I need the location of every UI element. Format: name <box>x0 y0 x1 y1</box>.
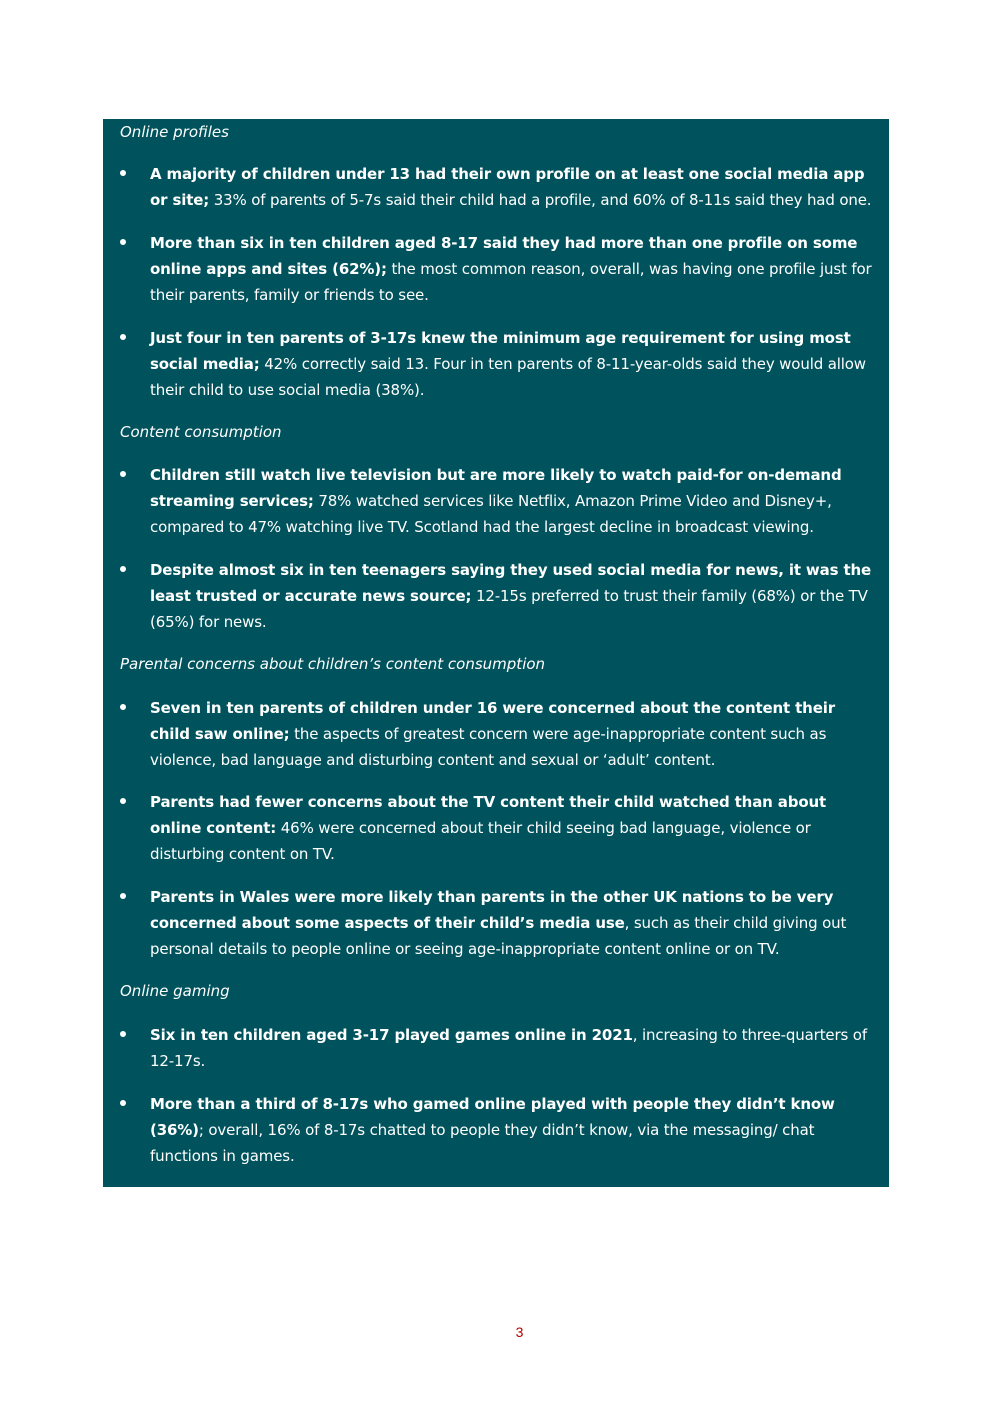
bullet-bold: Seven in ten parents of children under 16 were concerned about the content their child saw online; <box>150 699 835 743</box>
page-number: 3 <box>515 1324 524 1340</box>
bullet-text <box>150 1022 875 1074</box>
bullet-text <box>150 325 875 403</box>
bullet-item <box>120 789 875 867</box>
bullet-text <box>150 884 875 962</box>
bullet-text <box>150 557 875 635</box>
bullet-bold: Despite almost six in ten teenagers saying they used social media for news, it was the least trusted or accurate news source; <box>150 561 872 605</box>
bullet-bold: A majority of children under 13 had their own profile on at least one social media app or site; <box>150 165 865 209</box>
bullet-bold: Children still watch live television but are more likely to watch paid-for on-demand streaming services; <box>150 466 842 510</box>
bullet-body: ; overall, 16% of 8-17s chatted to people they didn’t know, via the messaging/ chat functions in games. <box>150 1121 815 1165</box>
bullet-text <box>150 1091 875 1169</box>
bullet-text <box>150 161 875 213</box>
bullet-dot-icon <box>120 1031 126 1037</box>
section-heading-online-gaming: Online gaming <box>120 982 230 1000</box>
bullet-item <box>120 230 875 308</box>
bullet-bold: More than six in ten children aged 8-17 said they had more than one profile on some online apps and sites (62%); <box>150 234 858 278</box>
bullet-text <box>150 462 875 540</box>
section-heading-online-profiles: Online profiles <box>120 123 229 141</box>
bullet-dot-icon <box>120 704 126 710</box>
bullet-body: 78% watched services like Netflix, Amazon Prime Video and Disney+, compared to 47% watching live TV. Scotland had the largest decline in broadcast viewing. <box>150 492 832 536</box>
section-heading-parental-concerns: Parental concerns about children’s content consumption <box>120 655 546 673</box>
bullet-item <box>120 884 875 962</box>
section-heading-content-consumption: Content consumption <box>120 423 282 441</box>
bullet-dot-icon <box>120 893 126 899</box>
bullet-item <box>120 325 875 403</box>
bullet-dot-icon <box>120 471 126 477</box>
bullet-item <box>120 695 875 773</box>
bullet-bold: Parents in Wales were more likely than parents in the other UK nations to be very concerned about some aspects of their child’s media use <box>150 888 834 932</box>
bullet-body: 42% correctly said 13. Four in ten parents of 8-11-year-olds said they would allow their child to use social media (38%). <box>150 355 866 399</box>
bullet-item <box>120 1091 875 1169</box>
bullet-bold: More than a third of 8-17s who gamed online played with people they didn’t know (36%) <box>150 1095 835 1139</box>
bullet-body: the most common reason, overall, was having one profile just for their parents, family or friends to see. <box>150 260 872 304</box>
bullet-dot-icon <box>120 1100 126 1106</box>
summary-panel <box>103 119 889 1187</box>
bullet-bold: Just four in ten parents of 3-17s knew the minimum age requirement for using most social media; <box>150 329 851 373</box>
bullet-bold: Six in ten children aged 3-17 played games online in 2021 <box>150 1026 633 1044</box>
bullet-dot-icon <box>120 566 126 572</box>
bullet-body: 33% of parents of 5-7s said their child had a profile, and 60% of 8-11s said they had one. <box>209 191 872 209</box>
bullet-body: 46% were concerned about their child seeing bad language, violence or disturbing content on TV. <box>150 819 811 863</box>
bullet-text <box>150 230 875 308</box>
bullet-text <box>150 695 875 773</box>
bullet-item <box>120 462 875 540</box>
bullet-dot-icon <box>120 798 126 804</box>
bullet-body: the aspects of greatest concern were age-inappropriate content such as violence, bad language and disturbing content and sexual or ‘adult’ content. <box>150 725 827 769</box>
bullet-dot-icon <box>120 334 126 340</box>
bullet-item <box>120 161 875 213</box>
bullet-item <box>120 1022 875 1074</box>
bullet-body: 12-15s preferred to trust their family (68%) or the TV (65%) for news. <box>150 587 868 631</box>
bullet-text <box>150 789 875 867</box>
bullet-bold: Parents had fewer concerns about the TV content their child watched than about online content: <box>150 793 827 837</box>
bullet-item <box>120 557 875 635</box>
bullet-dot-icon <box>120 170 126 176</box>
bullet-body: , such as their child giving out personal details to people online or seeing age-inappropriate content online or on TV. <box>150 914 847 958</box>
bullet-dot-icon <box>120 239 126 245</box>
bullet-body: , increasing to three-quarters of 12-17s. <box>150 1026 867 1070</box>
